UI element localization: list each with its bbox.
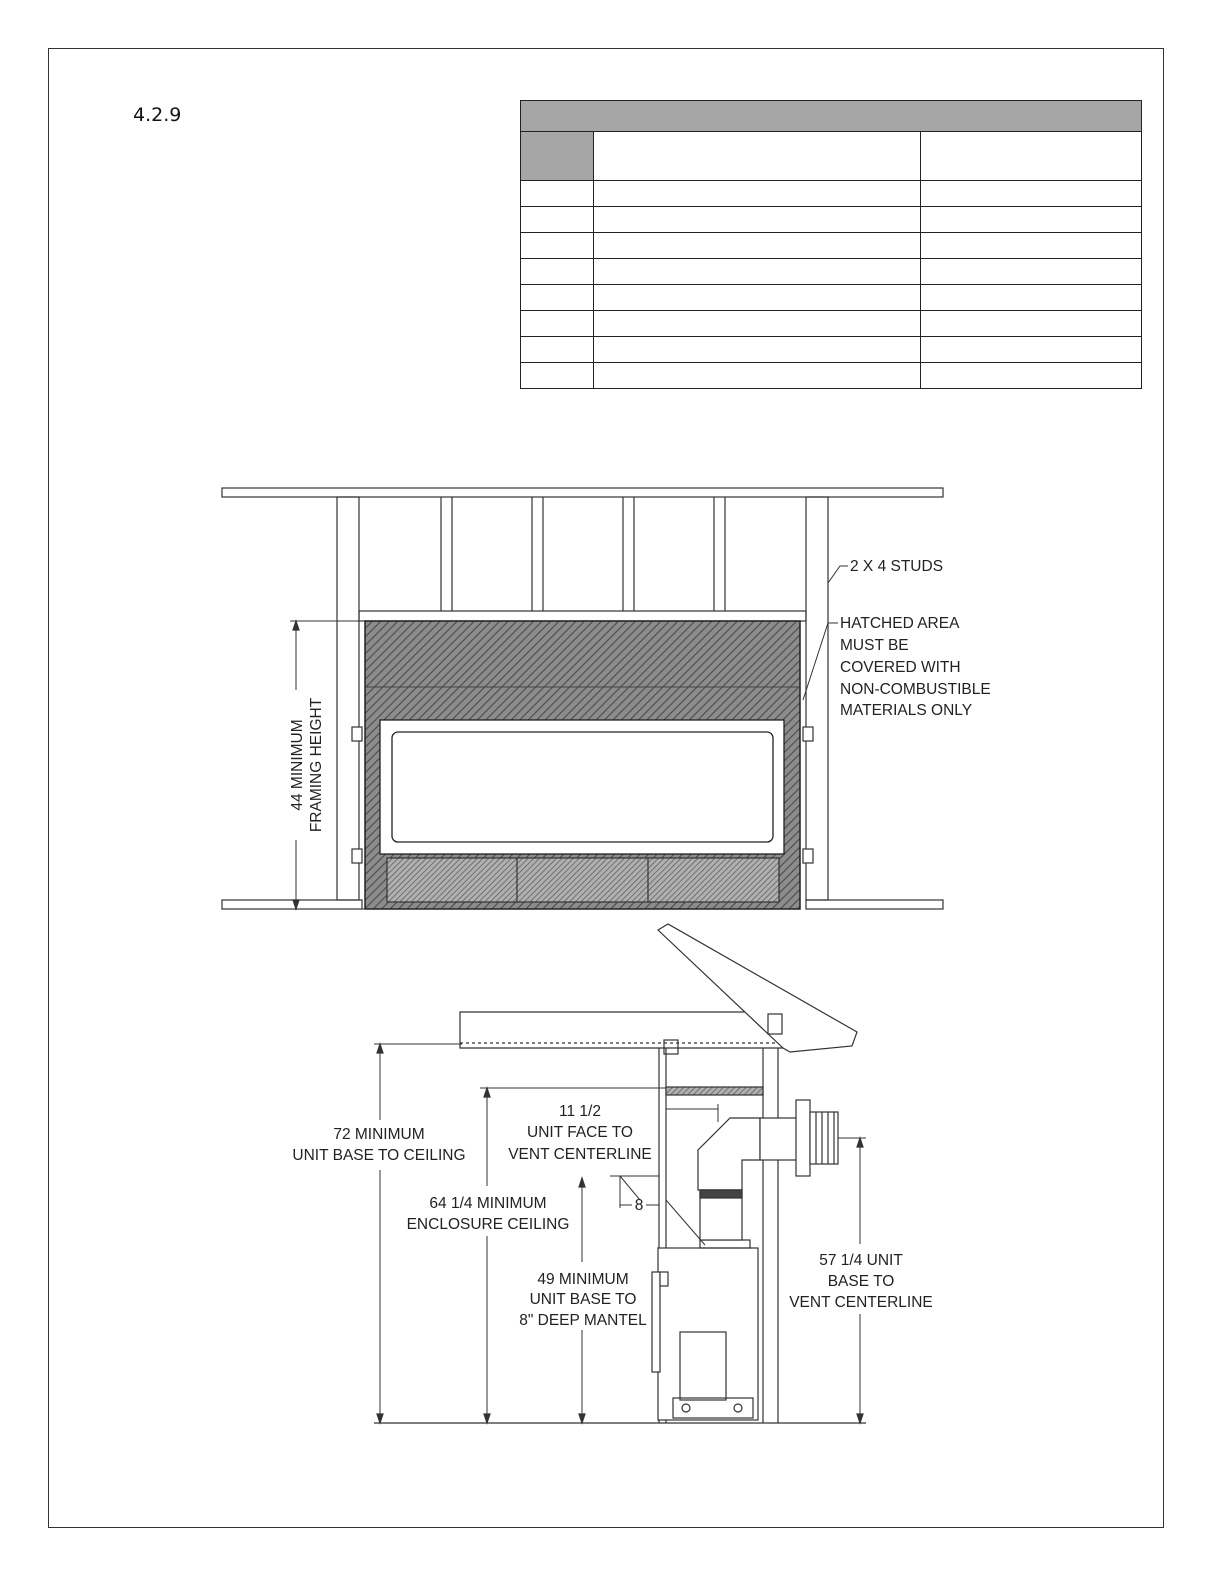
hatched-note-line: COVERED WITH — [840, 659, 961, 676]
mantel-diagonal — [666, 1200, 705, 1245]
hatched-note-line: MATERIALS ONLY — [840, 702, 973, 719]
arrow-head — [377, 1044, 383, 1053]
arrow-head — [579, 1178, 585, 1187]
studs-leader — [828, 566, 848, 583]
stud-left-outer — [337, 497, 359, 900]
arrow-head — [293, 900, 299, 909]
unit-face-to-vent-line: VENT CENTERLINE — [508, 1146, 652, 1163]
base-to-vent-line: BASE TO — [827, 1273, 895, 1290]
nailing-tab — [803, 727, 813, 741]
hatched-note-line: MUST BE — [840, 637, 909, 654]
vent-collar — [700, 1190, 742, 1198]
unit-access-panel — [680, 1332, 726, 1400]
arrow-head — [579, 1414, 585, 1423]
nailing-tab — [352, 727, 362, 741]
enclosure-ceiling-line: 64 1/4 MINIMUM — [429, 1195, 547, 1212]
vent-horizontal-pipe — [760, 1118, 800, 1160]
hatched-note-line: HATCHED AREA — [840, 615, 960, 632]
base-to-mantel-line: 8" DEEP MANTEL — [519, 1312, 647, 1329]
unit-top-plate — [700, 1240, 750, 1248]
base-to-mantel-line: UNIT BASE TO — [529, 1291, 637, 1308]
arrow-head — [293, 621, 299, 630]
mantel-clip — [660, 1272, 668, 1286]
header-plate — [359, 611, 806, 621]
arrow-head — [857, 1414, 863, 1423]
vent-termination-flange — [796, 1100, 810, 1176]
mantel-depth-label: 8 — [634, 1197, 644, 1214]
front-view — [222, 488, 943, 909]
hatched-leader — [803, 623, 838, 700]
hatched-note-line: NON-COMBUSTIBLE — [840, 681, 991, 698]
base-to-ceiling-line: 72 MINIMUM — [333, 1126, 425, 1143]
enclosure-ceiling-line: ENCLOSURE CEILING — [406, 1216, 570, 1233]
nailing-tab — [803, 849, 813, 863]
nailing-tab — [352, 849, 362, 863]
base-to-vent-line: 57 1/4 UNIT — [819, 1252, 903, 1269]
section-number: 4.2.9 — [133, 104, 182, 126]
base-to-mantel-line: 49 MINIMUM — [537, 1271, 629, 1288]
arrow-head — [377, 1414, 383, 1423]
arrow-head — [484, 1414, 490, 1423]
lower-louver-panel — [387, 858, 779, 902]
enclosure-ceiling — [666, 1087, 763, 1095]
top-header-plate — [222, 488, 943, 497]
bottom-plate-right — [806, 900, 943, 909]
framing-height-line: 44 MINIMUM — [289, 719, 306, 811]
arrow-head — [857, 1138, 863, 1147]
bottom-plate-left — [222, 900, 362, 909]
base-to-ceiling-line: UNIT BASE TO CEILING — [292, 1147, 466, 1164]
unit-face-to-vent-line: 11 1/2 — [559, 1103, 601, 1120]
framing-height-line: FRAMING HEIGHT — [308, 697, 325, 833]
unit-face-to-vent-line: UNIT FACE TO — [527, 1124, 633, 1141]
studs-label: 2 X 4 STUDS — [850, 558, 944, 575]
vent-elbow — [698, 1118, 760, 1190]
side-view — [374, 924, 866, 1423]
base-to-vent-line: VENT CENTERLINE — [789, 1294, 933, 1311]
arrow-head — [484, 1088, 490, 1097]
glass-window — [392, 732, 773, 842]
mantel-bracket — [652, 1272, 660, 1372]
stud-right-outer — [806, 497, 828, 900]
